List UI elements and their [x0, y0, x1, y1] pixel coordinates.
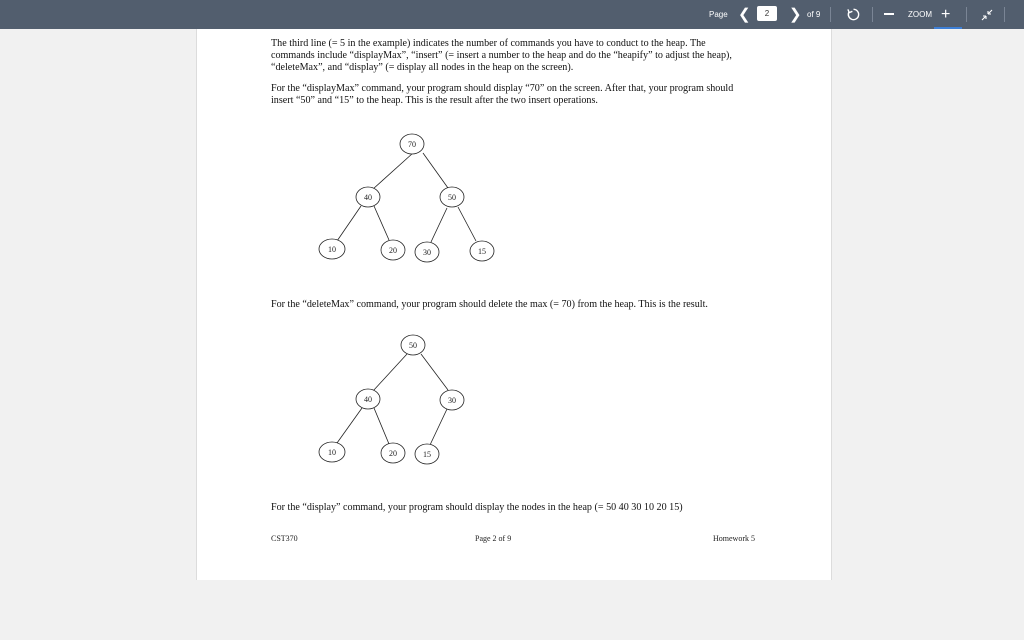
tree-edge: [458, 207, 476, 241]
node-label: 40: [364, 395, 372, 404]
node-label: 10: [328, 448, 336, 457]
next-page-button[interactable]: ❯: [789, 6, 802, 23]
rotate-icon[interactable]: [846, 7, 861, 22]
tree-edge: [373, 354, 407, 391]
node-label: 20: [389, 449, 397, 458]
zoom-in-button[interactable]: +: [941, 6, 951, 23]
collapse-icon[interactable]: [981, 9, 993, 21]
zoom-out-button[interactable]: [884, 13, 894, 15]
node-label: 15: [423, 450, 431, 459]
page-number-input[interactable]: [757, 6, 777, 21]
document-page: [196, 29, 832, 580]
node-label: 30: [423, 248, 431, 257]
tree-edge: [431, 208, 447, 242]
tree-edge: [374, 408, 389, 444]
tree-edge: [374, 206, 389, 240]
paragraph-displaymax: For the “displayMax” command, your program should display “70” on the screen. After that, your program should insert “50” and “15” to the heap. This is the result after the two insert operations.: [271, 83, 734, 106]
heap-tree-after-insert: [319, 134, 494, 262]
tree-edge: [423, 153, 448, 188]
pdf-toolbar: [0, 0, 1024, 29]
heap-tree-after-deletemax: [319, 335, 464, 464]
zoom-label: ZOOM: [908, 10, 932, 19]
node-label: 50: [448, 193, 456, 202]
node-label: 20: [389, 246, 397, 255]
previous-page-button[interactable]: ❮: [738, 6, 751, 23]
node-label: 30: [448, 396, 456, 405]
node-label: 15: [478, 247, 486, 256]
node-label: 10: [328, 245, 336, 254]
toolbar-divider: [830, 7, 831, 22]
footer-course: CST370: [271, 534, 298, 543]
paragraph-commands: The third line (= 5 in the example) indicates the number of commands you have to conduct to the heap. The commands include “displayMax”, “insert” (= insert a number to the heap and do the “heapify” to adjust the heap), “deleteMax”, and “display” (= display all nodes in the heap on the screen).: [271, 38, 732, 73]
node-label: 50: [409, 341, 417, 350]
node-label: 70: [408, 140, 416, 149]
paragraph-display: For the “display” command, your program should display the nodes in the heap (= 50 40 30 10 20 15): [271, 502, 683, 513]
paragraph-deletemax: For the “deleteMax” command, your program should delete the max (= 70) from the heap. This is the result.: [271, 299, 708, 310]
tree-edge: [430, 409, 447, 445]
toolbar-divider: [966, 7, 967, 22]
toolbar-divider: [872, 7, 873, 22]
footer-page-number: Page 2 of 9: [475, 534, 512, 543]
tree-edge: [421, 354, 448, 390]
tree-edge: [337, 408, 362, 443]
page-label: Page: [709, 10, 728, 19]
tree-edge: [373, 153, 413, 189]
footer-assignment: Homework 5: [713, 534, 755, 543]
node-label: 40: [364, 193, 372, 202]
page-count-label: of 9: [807, 10, 821, 19]
tree-edge: [337, 206, 361, 241]
toolbar-divider: [1004, 7, 1005, 22]
zoom-indicator: [934, 27, 962, 29]
